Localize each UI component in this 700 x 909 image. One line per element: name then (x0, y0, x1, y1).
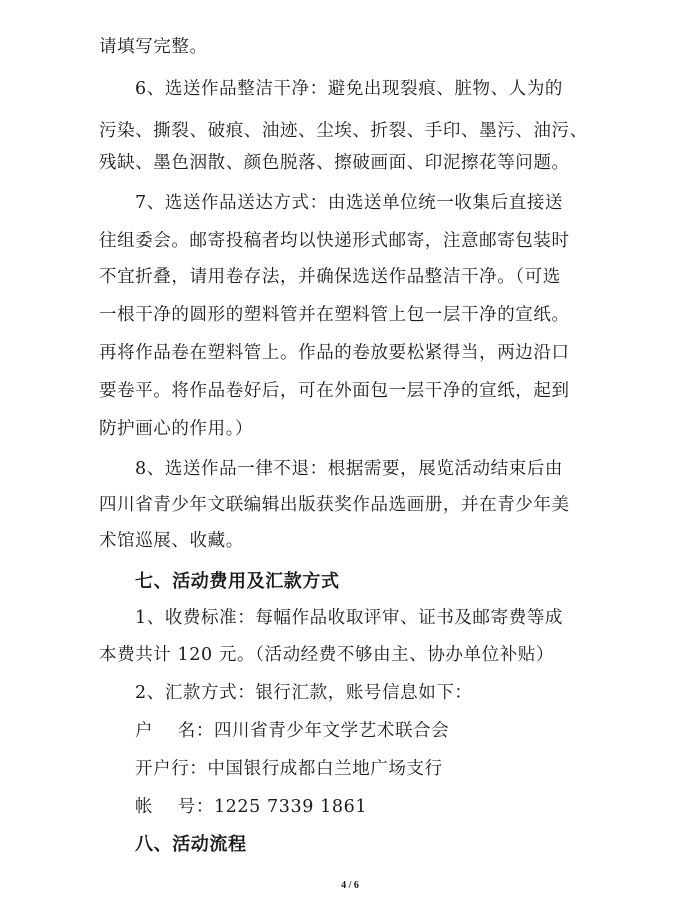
text-line: 污染、撕裂、破痕、油迹、尘埃、折裂、手印、墨污、油污、 (99, 121, 588, 141)
text-line: 再将作品卷在塑料管上。作品的卷放要松紧得当，两边沿口 (99, 343, 570, 363)
text-line: 不宜折叠，请用卷存法，并确保选送作品整洁干净。（可选 (99, 267, 561, 287)
text-line: 要卷平。将作品卷好后，可在外面包一层干净的宣纸，起到 (99, 381, 570, 401)
text-line: 请填写完整。 (99, 37, 208, 57)
section-heading: 七、活动费用及汇款方式 (135, 571, 340, 592)
text-line: 1、收费标准：每幅作品收取评审、证书及邮寄费等成 (135, 608, 564, 628)
account-name-line: 户 名：四川省青少年文学艺术联合会 (135, 721, 450, 741)
text-line: 四川省青少年文联编辑出版获奖作品选画册，并在青少年美 (99, 495, 570, 515)
page-number: 4 / 6 (341, 880, 359, 891)
text-line: 2、汇款方式：银行汇款，账号信息如下： (135, 683, 473, 703)
text-line: 6、选送作品整洁干净：避免出现裂痕、脏物、人为的 (135, 79, 564, 99)
text-line: 一根干净的圆形的塑料管并在塑料管上包一层干净的宣纸。 (99, 305, 570, 325)
text-line: 防护画心的作用。） (99, 419, 254, 439)
bank-branch-line: 开户行：中国银行成都白兰地广场支行 (135, 759, 443, 779)
text-line: 残缺、墨色洇散、颜色脱落、擦破画面、印泥擦花等问题。 (99, 153, 570, 173)
text-line: 8、选送作品一律不退：根据需要，展览活动结束后由 (135, 459, 564, 479)
account-number-line: 帐 号：1225 7339 1861 (135, 797, 368, 817)
text-line: 术馆巡展、收藏。 (99, 531, 244, 551)
text-line: 本费共计 120 元。（活动经费不够由主、协办单位补贴） (99, 645, 555, 665)
text-line: 7、选送作品送达方式：由选送单位统一收集后直接送 (135, 193, 564, 213)
section-heading: 八、活动流程 (135, 834, 247, 855)
text-line: 往组委会。邮寄投稿者均以快递形式邮寄，注意邮寄包装时 (99, 231, 570, 251)
